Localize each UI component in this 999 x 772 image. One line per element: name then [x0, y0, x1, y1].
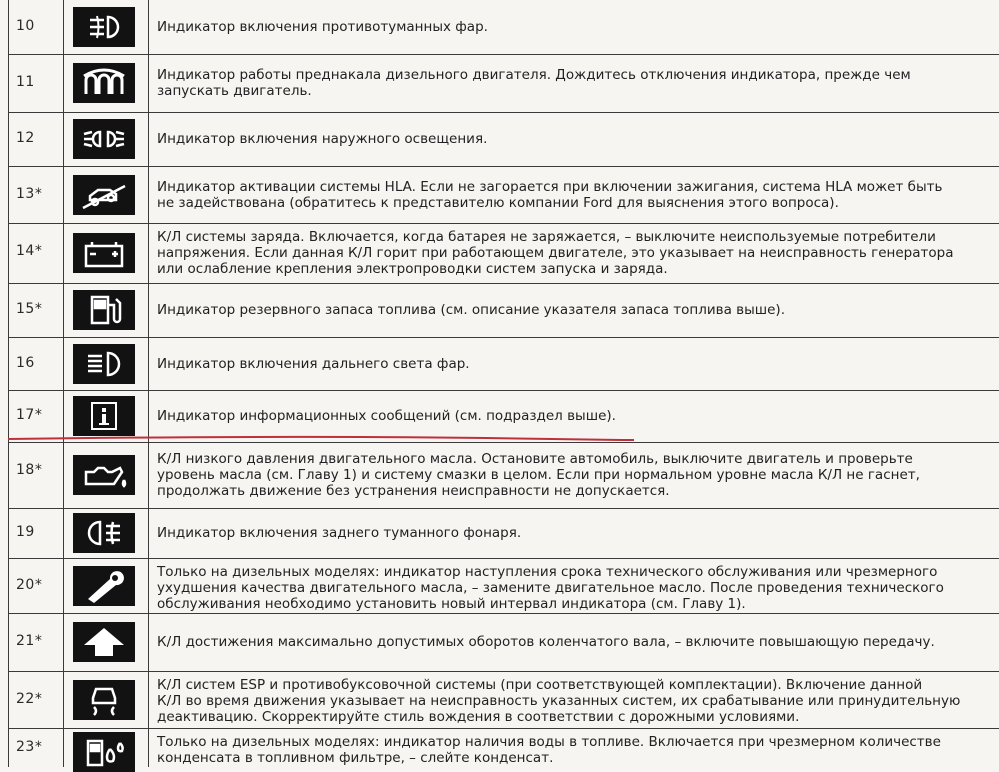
description-line: Индикатор включения противотуманных фар. — [157, 19, 488, 35]
indicator-description — [157, 677, 987, 725]
description-line: Индикатор включения дальнего света фар. — [157, 355, 470, 372]
indicator-description — [157, 302, 987, 318]
row-number: 13* — [16, 185, 43, 202]
description-line: Индикатор резервного запаса топлива (см. описание указателя запаса топлива выше). — [157, 302, 785, 318]
description-line: уровень масла (см. Главу 1) и систему смазки в целом. Если при нормальном уровне масла К/Л не гаснет, — [157, 467, 920, 483]
row-separator — [8, 390, 999, 391]
description-line: или ослабление крепления электропроводки систем запуска и заряда. — [157, 261, 668, 277]
indicator-description — [157, 229, 987, 277]
description-line: ухудшения качества двигательного масла, – замените двигательное масло. После проведения технического — [157, 580, 944, 596]
row-number: 20* — [16, 576, 43, 593]
high-beam-icon — [73, 344, 135, 384]
oil-pressure-icon — [73, 455, 135, 495]
row-number: 12 — [16, 130, 35, 146]
row-number: 18* — [16, 462, 43, 478]
description-line: К/Л достижения максимально допустимых оборотов коленчатого вала, – включите повышающую передачу. — [157, 634, 935, 650]
description-line: Индикатор работы преднакала дизельного двигателя. Дождитесь отключения индикатора, прежде чем — [157, 67, 911, 83]
row-separator — [8, 508, 999, 509]
row-separator — [8, 671, 999, 672]
row-separator — [8, 558, 999, 559]
description-line: напряжения. Если данная К/Л горит при работающем двигателе, это указывает на неисправность генератора — [157, 245, 954, 261]
description-line: Индикатор активации системы HLA. Если не загорается при включении зажигания, система HLA может быть — [157, 178, 943, 195]
row-number: 10 — [16, 18, 35, 34]
indicator-description — [157, 451, 987, 499]
row-separator — [8, 728, 999, 729]
table-left-border — [8, 0, 9, 767]
battery-charge-icon — [73, 233, 135, 273]
description-line: К/Л во время движения указывает на неисправность указанных систем, их срабатывание или принудительную — [157, 693, 961, 709]
description-line: Индикатор информационных сообщений (см. подраздел выше). — [157, 408, 616, 424]
description-line: К/Л систем ESP и противобуксовочной системы (при соответствующей комплектации). Включение данной — [157, 677, 923, 693]
row-separator — [8, 54, 999, 55]
description-line: Только на дизельных моделях: индикатор наступления срока технического обслуживания или чрезмерного — [157, 564, 938, 580]
wrench-service-icon — [73, 566, 135, 606]
glow-plug-icon — [73, 63, 135, 103]
row-number: 15* — [16, 301, 43, 317]
red-pen-underline — [6, 434, 636, 442]
row-number: 22* — [16, 690, 43, 707]
row-separator — [8, 337, 999, 338]
indicator-description — [157, 634, 987, 650]
description-line: деактивацию. Скорректируйте стиль вождения в соответствии с дорожными условиями. — [157, 709, 800, 725]
indicator-description — [157, 525, 987, 541]
description-line: не задействована (обратитесь к представителю компании Ford для выяснения этого вопроса). — [157, 194, 839, 211]
description-line: конденсата в топливном фильтре, – слейте конденсат. — [157, 750, 554, 766]
indicator-description — [157, 67, 987, 99]
rear-fog-light-icon — [73, 513, 135, 553]
row-separator — [8, 223, 999, 224]
indicator-description — [157, 564, 987, 612]
row-separator — [8, 283, 999, 284]
indicator-description — [157, 734, 987, 766]
row-number: 14* — [16, 243, 43, 259]
water-in-fuel-icon — [73, 732, 135, 772]
description-line: Индикатор включения заднего туманного фонаря. — [157, 525, 522, 541]
shift-up-arrow-icon — [73, 622, 135, 662]
description-line: продолжать движение без устранения неисправности не допускается. — [157, 483, 670, 499]
description-line: запускать двигатель. — [157, 83, 312, 99]
description-line: обслуживания необходимо установить новый интервал индикатора (см. Главу 1). — [157, 596, 746, 612]
front-fog-light-icon — [73, 7, 135, 47]
table-icon-divider — [148, 0, 149, 767]
table-number-divider — [63, 0, 64, 767]
indicator-description — [157, 19, 987, 35]
row-number: 23* — [16, 738, 43, 755]
description-line: К/Л низкого давления двигательного масла. Остановите автомобиль, выключите двигатель и проверьте — [157, 451, 913, 467]
row-number: 19 — [16, 524, 35, 540]
info-message-icon — [73, 396, 135, 436]
indicator-description — [157, 179, 987, 211]
row-separator — [8, 442, 999, 443]
fuel-pump-icon — [73, 290, 135, 330]
exterior-lights-icon — [73, 119, 135, 159]
row-number: 21* — [16, 633, 43, 649]
esp-traction-icon — [73, 680, 135, 720]
row-number: 17* — [16, 407, 43, 423]
row-number: 11 — [16, 74, 35, 90]
row-number: 16 — [16, 354, 35, 371]
indicator-description — [157, 408, 987, 424]
row-separator — [8, 112, 999, 113]
hill-launch-assist-icon — [73, 175, 135, 215]
description-line: Только на дизельных моделях: индикатор наличия воды в топливе. Включается при чрезмерном количестве — [157, 734, 941, 750]
indicator-description — [157, 131, 987, 147]
description-line: Индикатор включения наружного освещения. — [157, 131, 488, 147]
indicator-description — [157, 356, 987, 372]
row-separator — [8, 166, 999, 167]
row-separator — [8, 613, 999, 614]
description-line: К/Л системы заряда. Включается, когда батарея не заряжается, – выключите неиспользуемые потребители — [157, 229, 936, 245]
